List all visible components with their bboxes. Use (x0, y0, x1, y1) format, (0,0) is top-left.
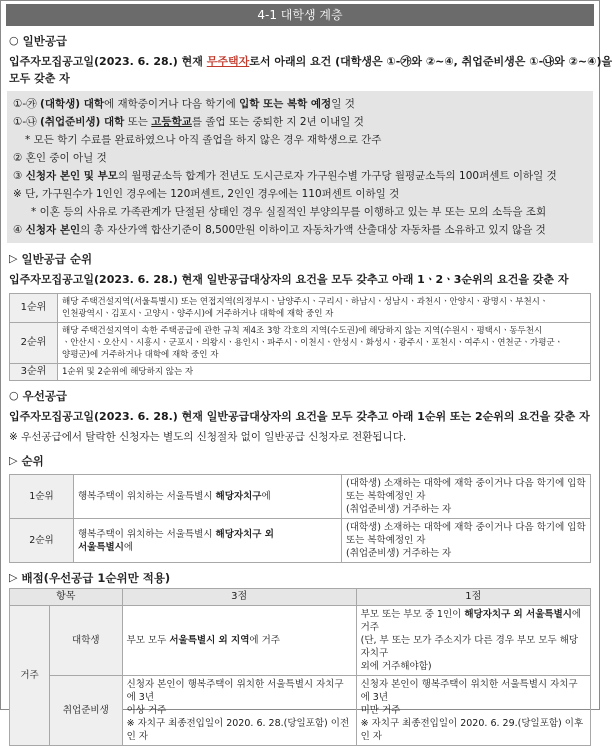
rank-region-cell: 행복주택이 위치하는 서울특별시 해당자치구 외 서울특별시에 (74, 519, 342, 563)
table-row (10, 294, 591, 323)
table-row (10, 606, 591, 676)
triangle-marker-icon: ▷ (9, 571, 18, 584)
priority-rank-heading (9, 452, 591, 469)
points-title: 배점(우선공급 1순위만 적용) (21, 570, 171, 585)
rank-cell: 1순위 (10, 294, 58, 323)
rank-desc-cell: 해당 주택건설지역(서울특별시) 또는 연접지역(의정부시ㆍ남양주시ㆍ구리시ㆍ하남시ㆍ성남시ㆍ과천시ㆍ안양시ㆍ광명시ㆍ부천시ㆍ 인천광역시ㆍ김포시ㆍ고양시ㆍ양주시)에 거주하거나 대학에 재학 중인 자 (58, 294, 591, 323)
rank-cell: 2순위 (10, 519, 74, 563)
points-table (9, 588, 591, 746)
rank-desc-cell: 1순위 및 2순위에 해당하지 않는 자 (58, 364, 591, 381)
table-row (10, 364, 591, 381)
table-row (10, 475, 591, 519)
student-label: 대학생 (50, 606, 123, 676)
table-row (10, 676, 591, 746)
rank-condition-cell: (대학생) 소재하는 대학에 재학 중이거나 다음 학기에 입학 또는 복학예정인 자 (취업준비생) 거주하는 자 (342, 475, 591, 519)
student-3pts: 부모 모두 서울특별시 외 지역에 거주 (122, 606, 356, 676)
general-rank-table (9, 293, 591, 381)
general-supply-title: 일반공급 (22, 33, 68, 48)
priority-supply-title: 우선공급 (22, 388, 68, 403)
circle-marker-icon: ○ (9, 34, 19, 47)
general-supply-lead: 입주자모집공고일(2023. 6. 28.) 현재 무주택자로서 아래의 요건 (대학생은 ①-㉮와 ②∼④, 취업준비생은 ①-㉯와 ②∼④)을 (9, 55, 612, 68)
points-heading (9, 569, 591, 586)
general-rank-heading (9, 250, 591, 267)
general-rank-title: 일반공급 순위 (21, 251, 93, 266)
priority-rank-table (9, 474, 591, 563)
req-3-note2: * 이혼 등의 사유로 가족관계가 단절된 상태인 경우 실질적인 부양의무를 이행하고 있는 부 또는 모의 소득을 조회 (31, 206, 547, 218)
student-1pt: 부모 또는 부모 중 1인이 해당자치구 외 서울특별시에 거주 (단, 부 또는 모가 주소지가 다른 경우 부모 모두 해당자치구 외에 거주해야함) (356, 606, 590, 676)
requirements-box (7, 91, 593, 243)
homeless-highlight: 무주택자 (206, 55, 250, 68)
rank-cell: 2순위 (10, 323, 58, 364)
table-row (10, 323, 591, 364)
req-1b-note: * 모든 학기 수료를 완료하였으나 아직 졸업을 하지 않은 경우 재학생으로 간주 (25, 134, 382, 146)
req-1b: ①-㉯ (취업준비생) 대학 또는 고등학교를 졸업 또는 중퇴한 지 2년 이내일 것 (13, 116, 364, 128)
triangle-marker-icon: ▷ (9, 252, 18, 265)
rank-cell: 1순위 (10, 475, 74, 519)
table-header-row (10, 589, 591, 606)
req-3: ③ 신청자 본인 및 부모의 월평균소득 합계가 전년도 도시근로자 가구원수별 가구당 월평균소득의 100퍼센트 이하일 것 (13, 170, 557, 182)
circle-marker-icon: ○ (9, 389, 19, 402)
general-rank-lead: 입주자모집공고일(2023. 6. 28.) 현재 일반공급대상자의 요건을 모두 갖추고 아래 1ㆍ2ㆍ3순위의 요건을 갖춘 자 (9, 273, 569, 286)
triangle-marker-icon: ▷ (9, 454, 18, 467)
priority-supply-note: ※ 우선공급에서 탈락한 신청자는 별도의 신청절차 없이 일반공급 신청자로 전환됩니다. (9, 431, 407, 443)
rank-cell: 3순위 (10, 364, 58, 381)
priority-supply-heading (9, 387, 591, 404)
jobseeker-label: 취업준비생 (50, 676, 123, 746)
req-4: ④ 신청자 본인의 총 자산가액 합산기준이 8,500만원 이하이고 자동차가액 산출대상 자동차를 소유하고 있지 않을 것 (13, 224, 546, 236)
rank-condition-cell: (대학생) 소재하는 대학에 재학 중이거나 다음 학기에 입학 또는 복학예정인 자 (취업준비생) 거주하는 자 (342, 519, 591, 563)
priority-rank-title: 순위 (21, 453, 44, 468)
jobseeker-3pts: 신청자 본인이 행복주택이 위치한 서울특별시 자치구에 3년 이상 거주 ※ 자치구 최종전입일이 2020. 6. 28.(당일포함) 이전인 자 (122, 676, 356, 746)
jobseeker-1pt: 신청자 본인이 행복주택이 위치한 서울특별시 자치구에 3년 미만 거주 ※ 자치구 최종전입일이 2020. 6. 29.(당일포함) 이후인 자 (356, 676, 590, 746)
table-row (10, 519, 591, 563)
rank-desc-cell: 해당 주택건설지역이 속한 주택공급에 관한 규칙 제4조 3항 각호의 지역(수도권)에 해당하지 않는 지역(수원시ㆍ평택시ㆍ동두천시 ㆍ안산시ㆍ오산시ㆍ시흥시ㆍ군포시ㆍ의왕시ㆍ용인시ㆍ파주시ㆍ이천시ㆍ안성시ㆍ화성시ㆍ광주시ㆍ포천시ㆍ여주시ㆍ연천군ㆍ가평군ㆍ 양평군)에 거주하거나 대학에 재학 중인 자 (58, 323, 591, 364)
priority-supply-lead: 입주자모집공고일(2023. 6. 28.) 현재 일반공급대상자의 요건을 모두 갖추고 아래 1순위 또는 2순위의 요건을 갖춘 자 (9, 410, 590, 423)
col-3pts: 3점 (122, 589, 356, 606)
req-1a: ①-㉮ (대학생) 대학에 재학중이거나 다음 학기에 입학 또는 복학 예정일 것 (13, 98, 355, 110)
col-item: 항목 (10, 589, 123, 606)
req-3-note: ※ 단, 가구원수가 1인인 경우에는 120퍼센트, 2인인 경우에는 110퍼센트 이하일 것 (13, 188, 400, 200)
group-cell: 거주 (10, 606, 50, 746)
req-2: ② 혼인 중이 아닐 것 (13, 152, 107, 164)
section-header: 4-1 대학생 계층 (6, 4, 594, 26)
general-supply-lead-line2: 모두 갖춘 자 (9, 72, 70, 85)
general-supply-heading (9, 32, 591, 49)
col-1pt: 1점 (356, 589, 590, 606)
rank-region-cell: 행복주택이 위치하는 서울특별시 해당자치구에 (74, 475, 342, 519)
